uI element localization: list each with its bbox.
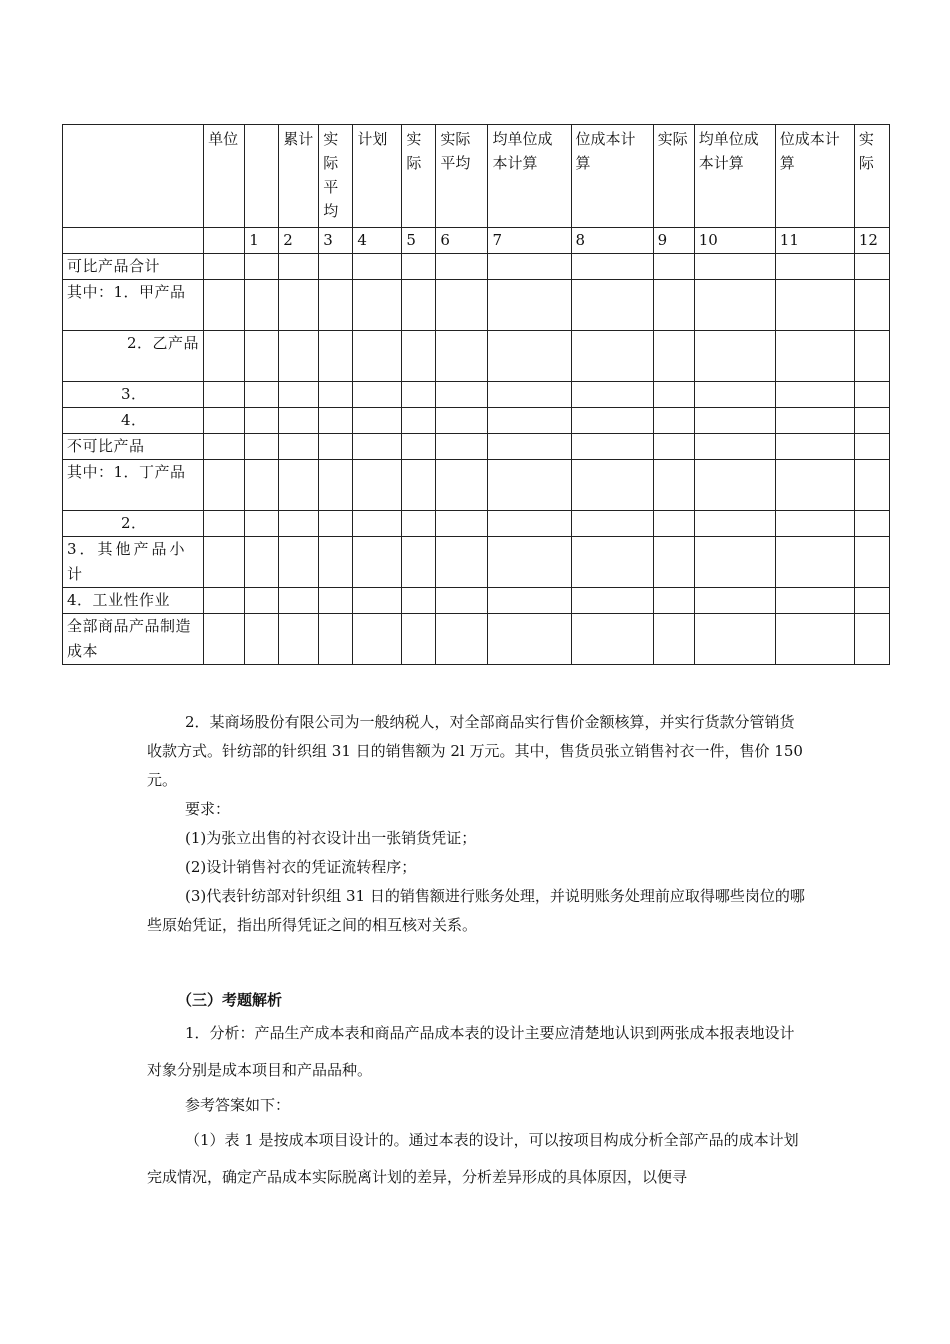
row-label: 2． <box>63 511 204 537</box>
header-cell: 实际 <box>653 125 694 228</box>
number-cell: 12 <box>854 228 889 254</box>
requirement-item: (1)为张立出售的衬衣设计出一张销货凭证； <box>185 829 477 847</box>
row-label: 4． <box>63 408 204 434</box>
table-row <box>63 511 890 537</box>
number-cell <box>63 228 204 254</box>
header-cell: 实际平均 <box>319 125 353 228</box>
number-cell: 10 <box>694 228 775 254</box>
header-cell: 均单位成本计算 <box>488 125 571 228</box>
number-cell <box>204 228 245 254</box>
header-cell: 实际 <box>854 125 889 228</box>
number-cell: 1 <box>245 228 279 254</box>
header-cell: 均单位成本计算 <box>694 125 775 228</box>
table-row <box>63 408 890 434</box>
header-cell: 实际 <box>402 125 436 228</box>
row-label: 其中：1．甲产品 <box>63 280 204 331</box>
column-number-row <box>63 228 890 254</box>
row-label: 其中：1．丁产品 <box>63 460 204 511</box>
table-row <box>63 382 890 408</box>
number-cell: 6 <box>436 228 488 254</box>
row-label: 2．乙产品 <box>63 331 204 382</box>
header-cell: 计划 <box>353 125 402 228</box>
row-label: 4．工业性作业 <box>63 588 204 614</box>
analysis-paragraph: （1）表 1 是按成本项目设计的。通过本表的设计，可以按项目构成分析全部产品的成本计划完成情况，确定产品成本实际脱离计划的差异，分析差异形成的具体原因，以便寻 <box>147 1131 799 1186</box>
table-row <box>63 460 890 511</box>
header-cell: 位成本计算 <box>571 125 653 228</box>
number-cell: 8 <box>571 228 653 254</box>
table-row <box>63 614 890 665</box>
header-cell: 单位 <box>204 125 245 228</box>
row-label: 全部商品产品制造成本 <box>63 614 204 665</box>
table-row <box>63 537 890 588</box>
requirement-item: (2)设计销售衬衣的凭证流转程序； <box>185 858 417 876</box>
section-heading: （三）考题解析 <box>177 991 283 1009</box>
header-cell: 位成本计算 <box>775 125 854 228</box>
number-cell: 11 <box>775 228 854 254</box>
analysis-paragraph: 1．分析：产品生产成本表和商品产品成本表的设计主要应清楚地认识到两张成本报表地设计对象分别是成本项目和产品品种。 <box>147 1024 795 1079</box>
table-row <box>63 280 890 331</box>
table-header-row <box>63 125 890 228</box>
number-cell: 4 <box>353 228 402 254</box>
table-row <box>63 254 890 280</box>
header-cell: 实际平均 <box>436 125 488 228</box>
table-row <box>63 588 890 614</box>
question-2 <box>147 708 809 940</box>
row-label: 3．其他产品小计 <box>63 537 204 588</box>
requirement-item: (3)代表针纺部对针织组 31 日的销售额进行账务处理，并说明账务处理前应取得哪些岗位的哪些原始凭证，指出所得凭证之间的相互核对关系。 <box>147 887 805 934</box>
row-label: 不可比产品 <box>63 434 204 460</box>
row-label: 3． <box>63 382 204 408</box>
header-cell: 累计 <box>279 125 319 228</box>
number-cell: 2 <box>279 228 319 254</box>
table-row <box>63 434 890 460</box>
question-paragraph: 2．某商场股份有限公司为一般纳税人，对全部商品实行售价金额核算，并实行货款分管销货收款方式。针纺部的针织组 31 日的销售额为 2l 万元。其中，售货员张立销售衬衣一件，售价 150 元。 <box>147 713 803 789</box>
requirement-heading: 要求： <box>185 800 231 818</box>
table-row <box>63 331 890 382</box>
number-cell: 5 <box>402 228 436 254</box>
row-label: 可比产品合计 <box>63 254 204 280</box>
number-cell: 7 <box>488 228 571 254</box>
header-cell <box>245 125 279 228</box>
header-cell <box>63 125 204 228</box>
analysis-section <box>147 986 809 1196</box>
cost-table <box>62 124 890 665</box>
number-cell: 3 <box>319 228 353 254</box>
answer-intro: 参考答案如下： <box>185 1096 291 1114</box>
number-cell: 9 <box>653 228 694 254</box>
